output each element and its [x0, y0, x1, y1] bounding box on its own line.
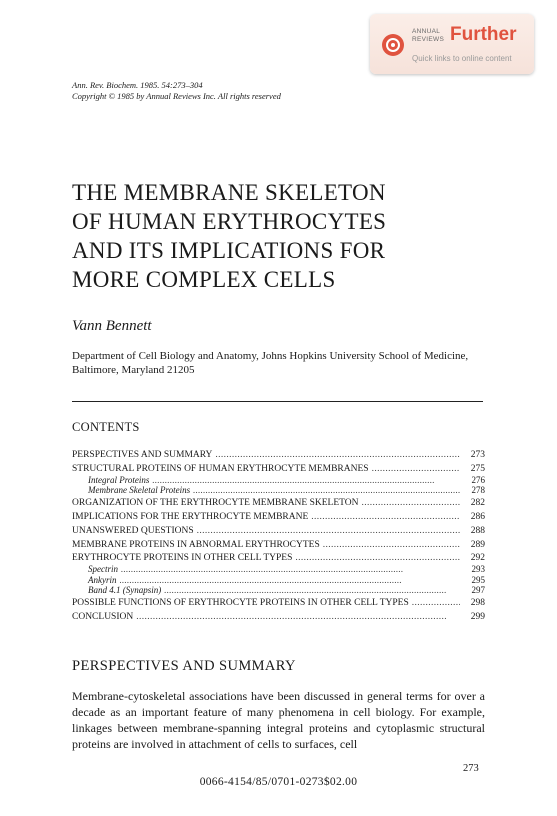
toc-entry-page: 299 — [470, 612, 485, 623]
toc-entry-page: 278 — [471, 485, 485, 496]
table-of-contents — [72, 449, 485, 623]
toc-dot-leader — [295, 552, 460, 564]
toc-entry[interactable] — [72, 564, 485, 575]
brand-line-annual: ANNUAL — [412, 28, 441, 35]
journal-copyright: Copyright © 1985 by Annual Reviews Inc. All rights reserved — [72, 91, 281, 101]
toc-entry-page: 275 — [470, 463, 485, 474]
toc-entry[interactable] — [72, 525, 485, 537]
toc-dot-leader — [136, 611, 460, 623]
toc-entry-label: PERSPECTIVES AND SUMMARY — [72, 450, 213, 460]
journal-citation: Ann. Rev. Biochem. 1985. 54:273–304 — [72, 80, 203, 90]
toc-entry[interactable] — [72, 511, 485, 523]
toc-entry-label: CONCLUSION — [72, 612, 134, 623]
toc-entry-page: 293 — [471, 564, 485, 575]
contents-heading: CONTENTS — [72, 420, 140, 434]
article-title — [72, 178, 386, 294]
toc-dot-leader — [372, 463, 460, 475]
toc-entry-label: POSSIBLE FUNCTIONS OF ERYTHROCYTE PROTEINS IN OTHER CELL TYPES — [72, 598, 409, 609]
author-affiliation: Department of Cell Biology and Anatomy, Johns Hopkins University School of Medicine, Baltimore, Maryland 21205 — [72, 350, 469, 376]
brand-line-reviews: REVIEWS — [412, 35, 445, 43]
section-divider — [72, 401, 483, 402]
toc-entry-page: 273 — [470, 450, 485, 460]
toc-dot-leader — [152, 475, 460, 486]
toc-entry[interactable] — [72, 463, 485, 475]
body-paragraph: Membrane-cytoskeletal associations have been discussed in general terms for over a decade as an important feature of many phenomena in cell biology. For example, linkages between membrane-spanning integral proteins and cytoplasmic structural proteins are involved in attachment of cells to surfaces, cell — [72, 689, 485, 751]
title-line-3: AND ITS IMPLICATIONS FOR — [72, 238, 386, 263]
toc-entry[interactable] — [72, 475, 485, 486]
toc-entry[interactable] — [72, 597, 485, 609]
further-label[interactable]: Further — [450, 24, 517, 45]
toc-entry-page: 288 — [470, 525, 485, 536]
further-tagline[interactable]: Quick links to online content — [412, 54, 512, 63]
toc-entry-page: 295 — [471, 574, 485, 585]
toc-entry-page: 298 — [470, 598, 485, 609]
title-line-1: THE MEMBRANE SKELETON — [72, 180, 386, 205]
title-line-2: OF HUMAN ERYTHROCYTES — [72, 209, 387, 234]
author-name: Vann Bennett — [72, 318, 152, 334]
toc-entry-label: STRUCTURAL PROTEINS OF HUMAN ERYTHROCYTE MEMBRANES — [72, 463, 369, 474]
toc-entry-label: MEMBRANE PROTEINS IN ABNORMAL ERYTHROCYTES — [72, 539, 320, 550]
toc-entry-page: 286 — [470, 512, 485, 523]
annual-reviews-wordmark — [412, 28, 444, 43]
toc-entry[interactable] — [72, 539, 485, 551]
section-heading: PERSPECTIVES AND SUMMARY — [72, 658, 296, 674]
toc-dot-leader — [412, 597, 460, 609]
further-banner[interactable] — [370, 14, 534, 74]
toc-dot-leader — [215, 449, 460, 461]
toc-entry[interactable] — [72, 575, 485, 586]
journal-citation-block — [72, 80, 281, 102]
toc-entry[interactable] — [72, 485, 485, 496]
page-number: 273 — [463, 763, 479, 774]
toc-entry[interactable] — [72, 611, 485, 623]
toc-entry-label: Ankyrin — [88, 574, 117, 585]
toc-entry-label: Band 4.1 (Synapsin) — [88, 585, 162, 596]
toc-dot-leader — [311, 511, 460, 523]
toc-entry-label: Spectrin — [88, 564, 118, 575]
toc-entry-label: UNANSWERED QUESTIONS — [72, 525, 194, 536]
toc-dot-leader — [193, 485, 460, 496]
price-code: 0066-4154/85/0701-0273$02.00 — [199, 776, 358, 788]
toc-entry[interactable] — [72, 449, 485, 461]
annual-reviews-logo-icon — [382, 34, 404, 56]
toc-entry-page: 276 — [471, 474, 485, 485]
toc-entry-page: 292 — [470, 553, 485, 564]
toc-dot-leader — [323, 539, 460, 551]
toc-dot-leader — [197, 525, 460, 537]
toc-dot-leader — [121, 564, 460, 575]
toc-entry-page: 282 — [470, 498, 485, 509]
toc-entry-label: IMPLICATIONS FOR THE ERYTHROCYTE MEMBRANE — [72, 512, 309, 523]
toc-entry-page: 297 — [471, 585, 485, 596]
toc-entry-label: Membrane Skeletal Proteins — [88, 485, 191, 496]
toc-entry-label: ORGANIZATION OF THE ERYTHROCYTE MEMBRANE SKELETON — [72, 498, 359, 509]
title-line-4: MORE COMPLEX CELLS — [72, 267, 336, 292]
toc-dot-leader — [120, 575, 461, 586]
toc-entry[interactable] — [72, 552, 485, 564]
toc-dot-leader — [362, 497, 461, 509]
toc-dot-leader — [164, 585, 460, 596]
toc-entry-label: ERYTHROCYTE PROTEINS IN OTHER CELL TYPES — [72, 553, 293, 564]
toc-entry[interactable] — [72, 497, 485, 509]
toc-entry-label: Integral Proteins — [88, 474, 150, 485]
toc-entry[interactable] — [72, 585, 485, 596]
toc-entry-page: 289 — [470, 539, 485, 550]
